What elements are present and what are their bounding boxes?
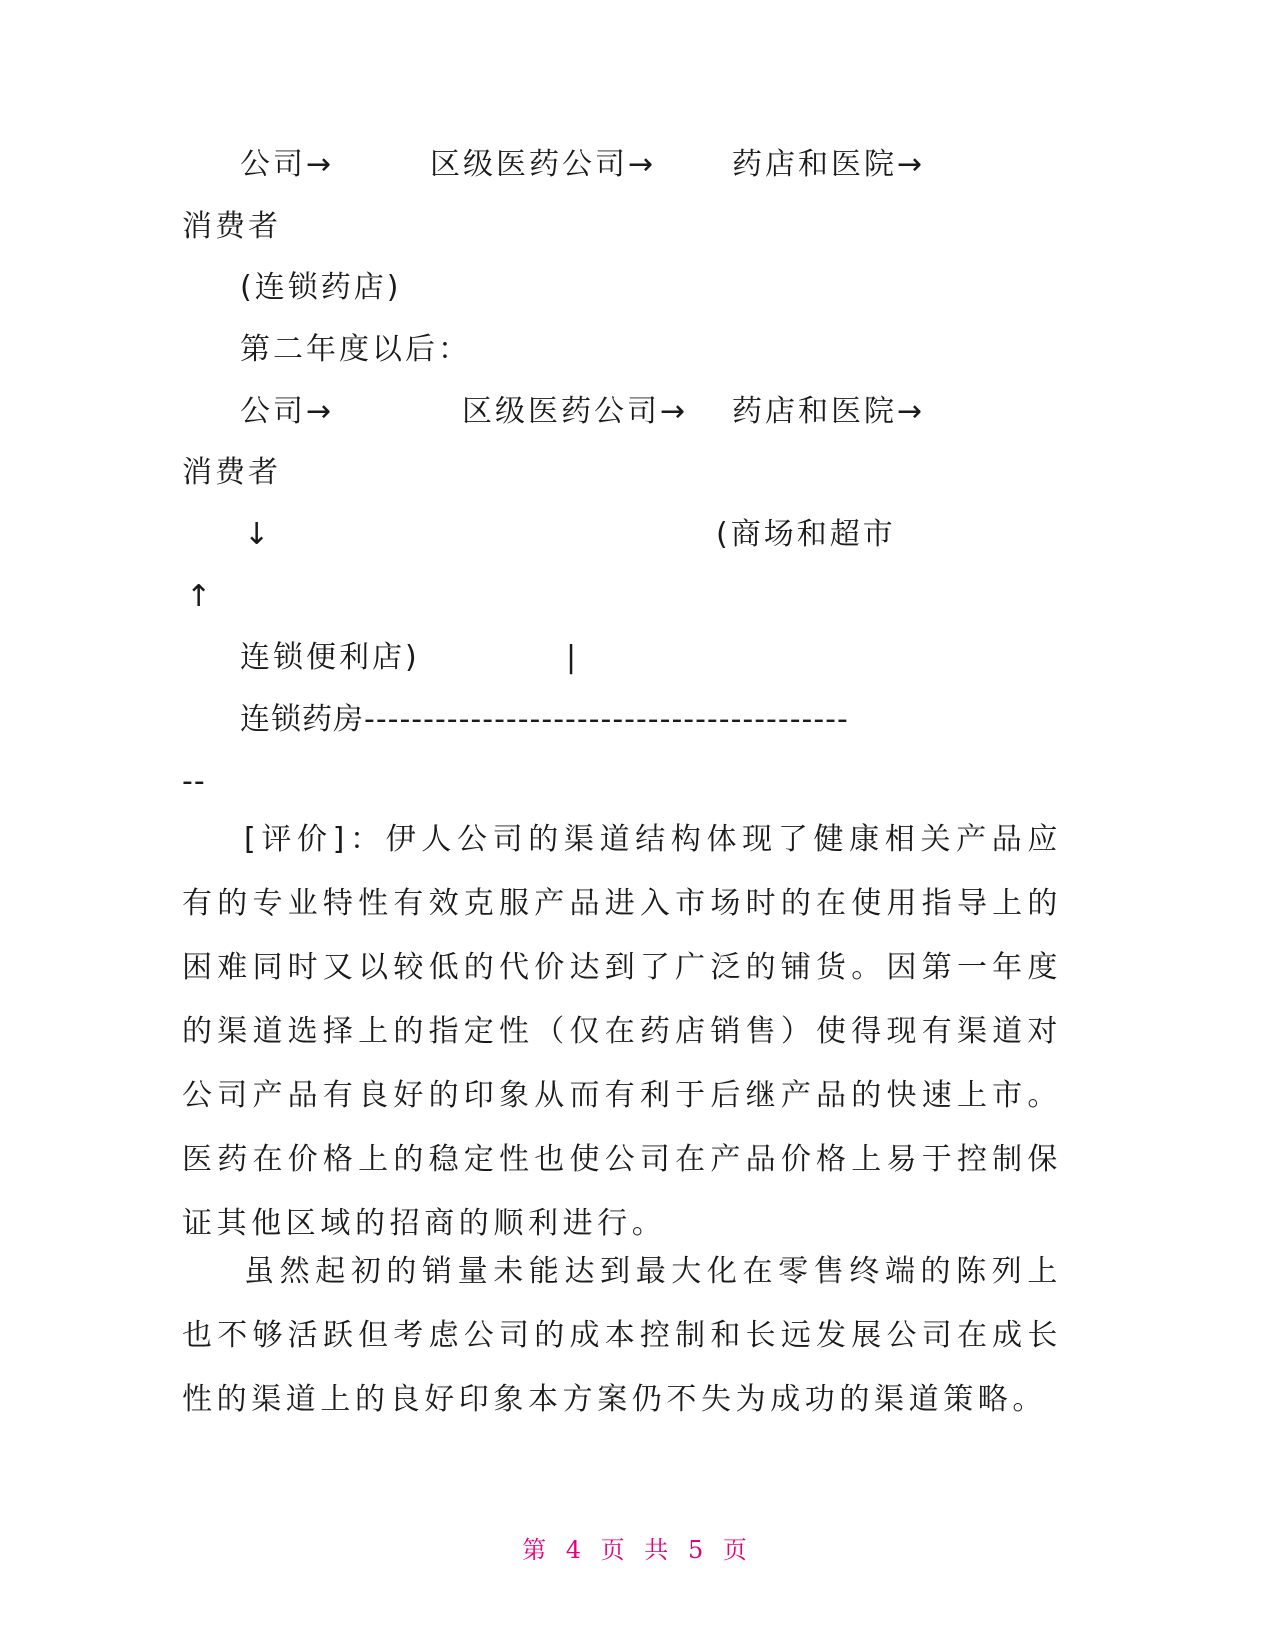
up-arrow: ↑ bbox=[186, 579, 215, 614]
flow1-consumer: 消费者 bbox=[182, 209, 281, 244]
vertical-bar: | bbox=[566, 640, 580, 675]
page-number-footer: 第 4 页 共 5 页 bbox=[522, 1536, 753, 1564]
flow2-company: 公司→ bbox=[240, 394, 335, 429]
flow2-chain-pharmacy-line: 连锁药房----------------------------------------- bbox=[240, 702, 849, 737]
flow2-pharmacy-hospital: 药店和医院→ bbox=[732, 394, 926, 429]
flow2-district-company: 区级医药公司→ bbox=[462, 394, 689, 429]
flow1-district-company: 区级医药公司→ bbox=[430, 147, 657, 182]
flow1-pharmacy-hospital: 药店和医院→ bbox=[732, 147, 926, 182]
dash-continuation: -- bbox=[182, 764, 206, 799]
flow2-convenience-store: 连锁便利店) bbox=[240, 640, 420, 675]
flow1-chain-pharmacy: (连锁药店) bbox=[240, 270, 402, 305]
down-arrow: ↓ bbox=[244, 517, 273, 552]
year2-heading: 第二年度以后： bbox=[240, 332, 471, 367]
review-paragraph: [评价]：伊人公司的渠道结构体现了健康相关产品应有的专业特性有效克服产品进入市场时的在使用指导上的困难同时又以较低的代价达到了广泛的铺货。因第一年度的渠道选择上的指定性（仅在药店销售）使得现有渠道对公司产品有良好的印象从而有利于后继产品的快速上市。医药在价格上的稳定性也使公司在产品价格上易于控制保证其他区域的招商的顺利进行。 bbox=[182, 822, 1062, 1241]
flow2-consumer: 消费者 bbox=[182, 455, 281, 490]
flow2-mall-supermarket: (商场和超市 bbox=[716, 517, 896, 552]
conclusion-paragraph: 虽然起初的销量未能达到最大化在零售终端的陈列上也不够活跃但考虑公司的成本控制和长远发展公司在成长性的渠道上的良好印象本方案仍不失为成功的渠道策略。 bbox=[182, 1254, 1062, 1417]
flow1-company: 公司→ bbox=[240, 147, 335, 182]
